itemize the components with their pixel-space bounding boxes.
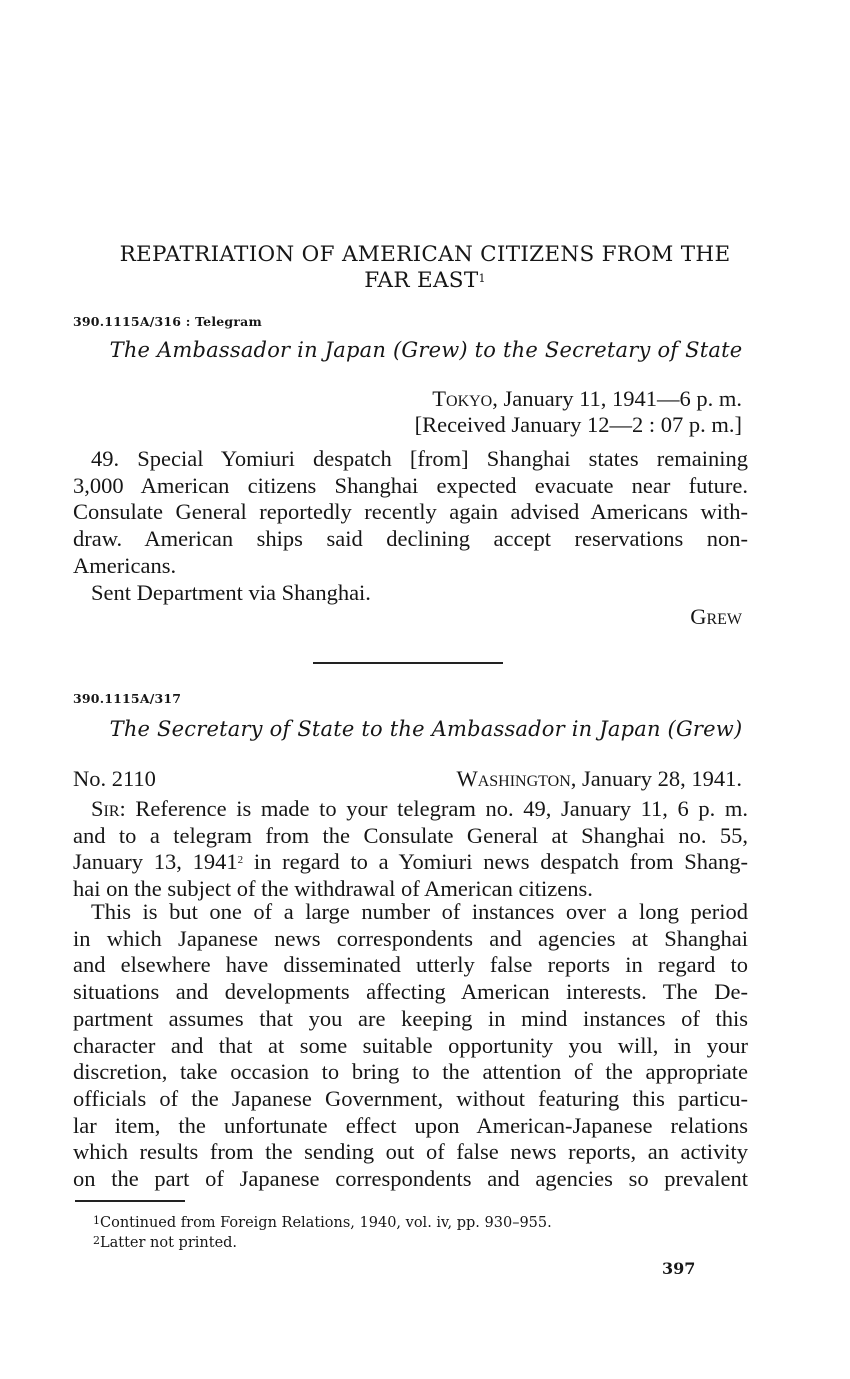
doc2-p2-line-9: lar item, the unfortunate effect upon American-Japanese relations [73,1112,748,1138]
doc1-signature: Grew [690,604,742,629]
doc2-p2-line-6: character and that at some suitable opportunity you will, in your [73,1032,748,1058]
doc2-file-reference: 390.1115A/317 [73,691,182,706]
doc2-dateline [456,766,742,793]
salutation: Sir [91,796,120,821]
title-line-2: FAR EAST$^1$ [364,268,486,293]
title-footnote-mark: 1 [478,272,486,285]
footnote-2-mark: 2 [93,1234,100,1247]
doc1-file-reference: 390.1115A/316 : Telegram [73,314,262,329]
doc1-line-3: Consulate General reportedly recently again advised Americans with- [73,499,748,525]
doc2-p1-line-3: January 13, 1941$^2$ in regard to a Yomiuri news despatch from Shang- [73,849,748,875]
doc2-p2-line-3: and elsewhere have disseminated utterly false reports in regard to [73,952,748,978]
doc2-p2-line-8: officials of the Japanese Government, without featuring this particu- [73,1085,748,1111]
doc2-p2-line-5: partment assumes that you are keeping in mind instances of this [73,1005,748,1031]
doc2-paragraph-2 [73,899,748,1193]
doc2-p2-line-11: on the part of Japanese correspondents and agencies so prevalent [73,1166,748,1192]
doc2-p2-line-2: in which Japanese news correspondents and agencies at Shanghai [73,925,748,951]
doc2-number: No. 2110 [73,766,156,791]
doc2-p1-line-2: and to a telegram from the Consulate General at Shanghai no. 55, [73,822,748,848]
doc2-p2-line-7: discretion, take occasion to bring to the attention of the appropriate [73,1059,748,1085]
doc2-heading: The Secretary of State to the Ambassador in Japan (Grew) [109,717,743,741]
doc1-line-4: draw. American ships said declining accept reservations non- [73,526,748,552]
footnote-rule [75,1200,185,1202]
doc1-heading: The Ambassador in Japan (Grew) to the Secretary of State [109,338,743,362]
doc1-message [73,446,748,606]
footnote-ref-2: 2 [237,854,244,867]
doc1-line-1: 49. Special Yomiuri despatch [from] Shanghai states remaining [91,446,748,471]
doc1-sent-line: Sent Department via Shanghai. [91,579,371,605]
footnote-1-mark: 1 [93,1214,100,1227]
doc1-received: [Received January 12—2 : 07 p. m.] [414,412,742,437]
doc1-line-5: Americans. [73,552,177,578]
doc2-p2-line-1: This is but one of a large number of instances over a long period [91,899,748,924]
doc2-p2-line-10: which results from the sending out of false news reports, an activity [73,1139,748,1165]
page-title [70,242,780,294]
footnote-2 [93,1234,237,1252]
section-divider [313,662,503,664]
doc1-line-2: 3,000 American citizens Shanghai expected evacuate near future. [73,472,748,498]
doc2-date: , January 28, 1941. [570,766,742,791]
doc1-dateline [432,386,742,413]
page-number: 397 [662,1259,696,1278]
footnote-1 [93,1214,552,1232]
doc2-p1-line-4: hai on the subject of the withdrawal of American citizens. [73,876,593,902]
footnote-1-text: Continued from Foreign Relations, 1940, vol. iv, pp. 930–955. [100,1215,552,1231]
doc1-date: , January 11, 1941—6 p. m. [492,386,742,411]
doc2-p1-line-1: Sir: Reference is made to your telegram no. 49, January 11, 6 p. m. [91,796,748,821]
doc2-p2-line-4: situations and developments affecting American interests. The De- [73,979,748,1005]
doc1-place: Tokyo [432,386,493,411]
title-line-1: REPATRIATION OF AMERICAN CITIZENS FROM THE [119,242,731,267]
doc2-place: Washington [456,766,571,791]
doc2-paragraph-1 [73,796,748,903]
footnote-2-text: Latter not printed. [100,1235,238,1251]
